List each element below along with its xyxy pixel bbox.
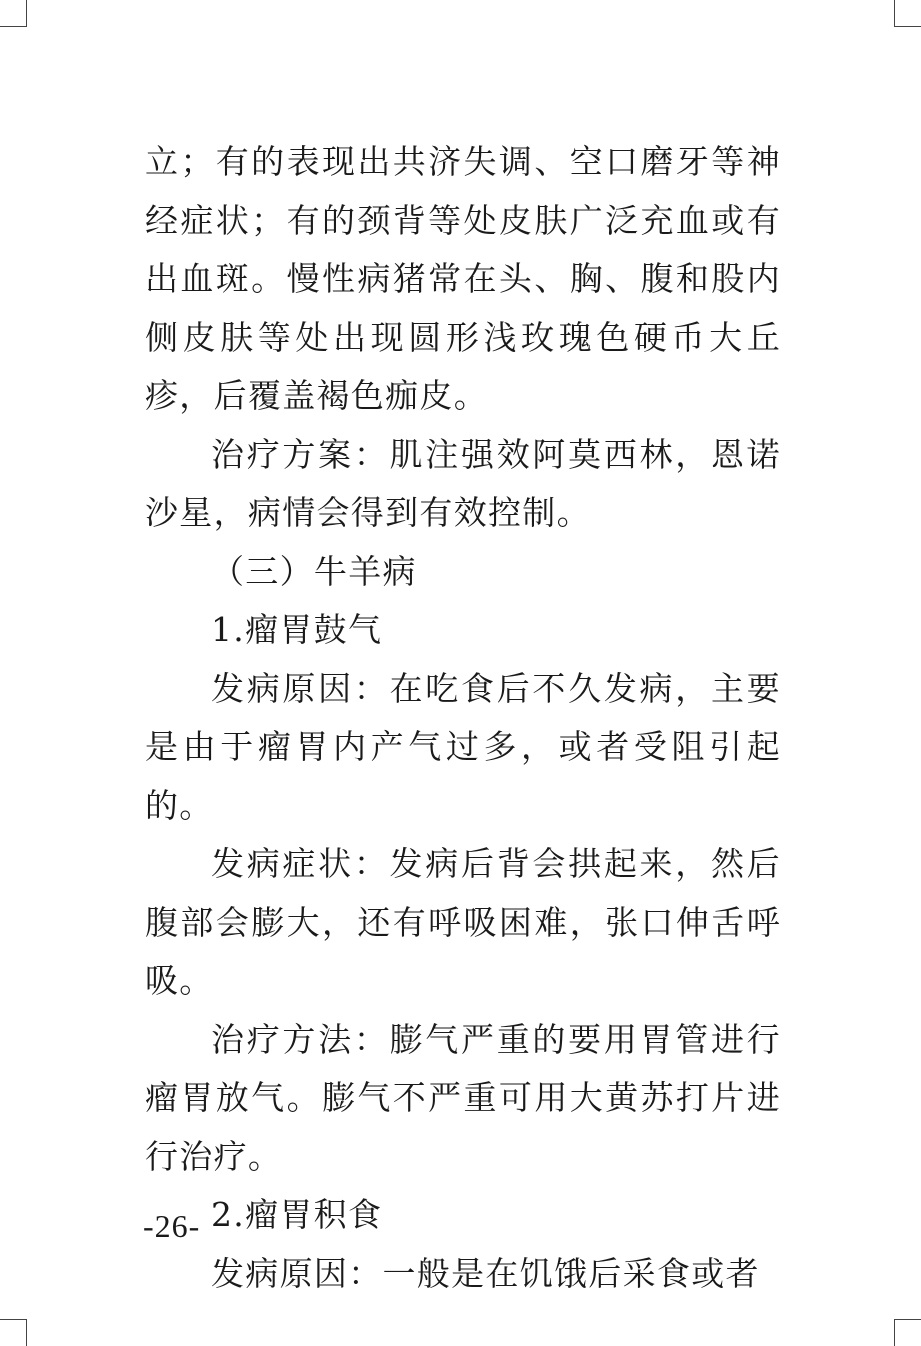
paragraph-bloat-symptoms: 发病症状：发病后背会拱起来，然后腹部会膨大，还有呼吸困难，张口伸舌呼吸。 xyxy=(145,844,781,1000)
crop-mark-bottom-right xyxy=(894,1319,921,1346)
paragraph-bloat-cause: 发病原因：在吃食后不久发病，主要是由于瘤胃内产气过多，或者受阻引起的。 xyxy=(145,668,781,825)
paragraph-symptoms-continued: 立；有的表现出共济失调、空口磨牙等神经症状；有的颈背等处皮肤广泛充血或有出血斑。慢性病猪常在头、胸、腹和股内侧皮肤等处出现圆形浅玫瑰色硬币大丘疹，后覆盖褐色痂皮。 xyxy=(145,142,781,415)
crop-mark-top-right xyxy=(894,0,921,27)
section-heading-cattle-sheep: （三）牛羊病 xyxy=(211,551,417,591)
paragraph-treatment-plan: 治疗方案：肌注强效阿莫西林，恩诺沙星，病情会得到有效控制。 xyxy=(145,434,781,532)
body-text xyxy=(145,133,781,1303)
paragraph-bloat-treatment: 治疗方法：膨气严重的要用胃管进行瘤胃放气。膨气不严重可用大黄苏打片进行治疗。 xyxy=(145,1019,781,1176)
subheading-rumen-impaction: 2.瘤胃积食 xyxy=(211,1195,383,1234)
paragraph-impaction-cause: 发病原因：一般是在饥饿后采食或者 xyxy=(211,1253,760,1293)
crop-mark-top-left xyxy=(0,0,27,27)
page-number: -26- xyxy=(143,1208,201,1244)
subheading-rumen-bloat: 1.瘤胃鼓气 xyxy=(211,610,383,649)
crop-mark-bottom-left xyxy=(0,1319,27,1346)
